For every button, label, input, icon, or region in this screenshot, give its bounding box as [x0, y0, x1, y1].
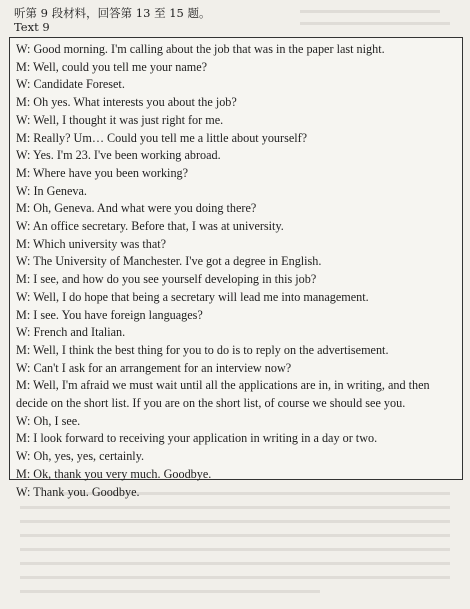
text-label: Text 9	[14, 20, 50, 34]
dialogue-line: W: French and Italian.	[16, 325, 126, 340]
section-header	[14, 6, 460, 34]
dialogue-line: W: In Geneva.	[16, 183, 87, 198]
dialogue-line: W: Good morning. I'm calling about the job that was in the paper last night.	[16, 42, 385, 56]
instruction-text: 听第 9 段材料，回答第 13 至 15 题。	[14, 6, 211, 20]
dialogue-line: W: Well, I do hope that being a secretary will lead me into management.	[16, 289, 369, 304]
dialogue-line: M: Well, I think the best thing for you to do is to reply on the advertisement.	[16, 342, 389, 357]
dialogue-line: M: I look forward to receiving your application in writing in a day or two.	[16, 431, 378, 446]
dialogue-line: W: Candidate Foreset.	[16, 77, 125, 92]
dialogue-line: W: Well, I thought it was just right for me.	[16, 112, 224, 127]
dialogue-line: W: The University of Manchester. I've got a degree in English.	[16, 254, 322, 269]
dialogue-line: W: Oh, yes, yes, certainly.	[16, 449, 145, 464]
dialogue-line: M: Where have you been working?	[16, 165, 189, 180]
dialogue-line: M: Really? Um… Could you tell me a little about yourself?	[16, 130, 308, 145]
dialogue-box	[9, 37, 463, 499]
dialogue-line: W: Oh, I see.	[16, 413, 81, 428]
dialogue-line: W: Can't I ask for an arrangement for an interview now?	[16, 360, 292, 375]
dialogue-line: M: Well, could you tell me your name?	[16, 59, 208, 74]
dialogue-line: M: Ok, thank you very much. Goodbye.	[16, 466, 212, 481]
dialogue-line: W: Thank you. Goodbye.	[16, 484, 140, 499]
dialogue-line: M: Which university was that?	[16, 236, 167, 251]
dialogue-line: M: Oh, Geneva. And what were you doing there?	[16, 201, 257, 216]
dialogue-line: M: I see. You have foreign languages?	[16, 307, 203, 322]
dialogue-line: W: An office secretary. Before that, I was at university.	[16, 219, 284, 234]
dialogue-line: M: Well, I'm afraid we must wait until all the applications are in, in writing, and then decide on the short list. If you are on the short list, of course we should see you.	[16, 378, 430, 411]
dialogue-line: W: Yes. I'm 23. I've been working abroad.	[16, 148, 221, 163]
dialogue-line: M: Oh yes. What interests you about the job?	[16, 95, 237, 110]
dialogue-line: M: I see, and how do you see yourself developing in this job?	[16, 272, 317, 287]
